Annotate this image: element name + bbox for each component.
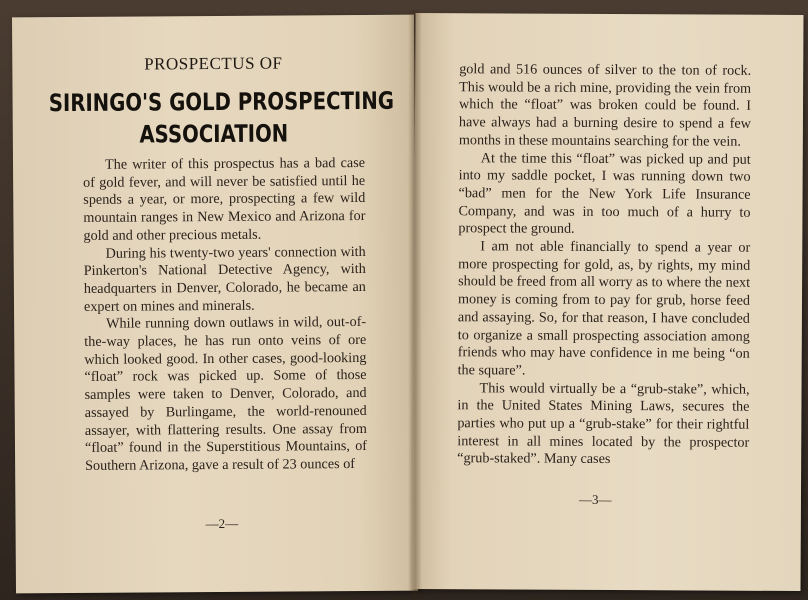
paragraph: gold and 516 ounces of silver to the ton of rock. This would be a rich mine, providing the vein from which the “float” was broken could be found. I have always had a burning desire to spend a few months in these mountains searching for the vein. (458, 61, 752, 150)
paragraph: This would virtually be a “grub-stake”, which, in the United States Mining Laws, secures the parties who put up a “grub-stake” for their rightful interest in all mines located by the prospector “grub-staked”. Many cases (457, 379, 750, 468)
left-page (12, 15, 418, 594)
book-gutter (408, 10, 422, 596)
prospectus-header: PROSPECTUS OF (144, 53, 283, 74)
right-page (412, 13, 803, 591)
page-number: —2— (205, 515, 239, 532)
left-body-text (83, 155, 367, 476)
paragraph: During his twenty-two years' connection with Pinkerton's National Detective Agency, with headquarters in Denver, Colorado, he became an expert on mines and minerals. (83, 243, 366, 315)
paragraph: While running down outlaws in wild, out-of-the-way places, he has run onto veins of ore which looked good. In other cases, good-looking “float” rock was picked up. Some of those samples were taken to Denver, Colorado, and assayed by Burlingame, the world-renouned assayer, with flattering results. One assay from “float” found in the Superstitious Mountains, of Southern Arizona, gave a result of 23 ounces of (84, 314, 368, 474)
paragraph: The writer of this prospectus has a bad case of gold fever, and will never be satisfied until he spends a year, or more, prospecting a few wild mountain ranges in New Mexico and Arizona for gold and other precious metals. (83, 154, 366, 244)
title-line-1: SIRINGO'S GOLD PROSPECTING (48, 86, 395, 118)
title-line-2: ASSOCIATION (139, 119, 289, 149)
paragraph: At the time this “float” was picked up and put into my saddle pocket, I was running down two “bad” men for the New York Life Insurance Company, and was in too much of a hurry to prospect the ground. (458, 149, 751, 238)
right-body-text (457, 61, 751, 470)
page-number: —3— (578, 491, 612, 508)
paragraph: I am not able financially to spend a year or more prospecting for gold, as, by rights, my mind should be freed from all worry as to where the next money is coming from to pay for grub, horse feed and assaying. So, for that reason, I have concluded to organize a small prospecting association among friends who may have confidence in me being “on the square”. (457, 238, 751, 379)
